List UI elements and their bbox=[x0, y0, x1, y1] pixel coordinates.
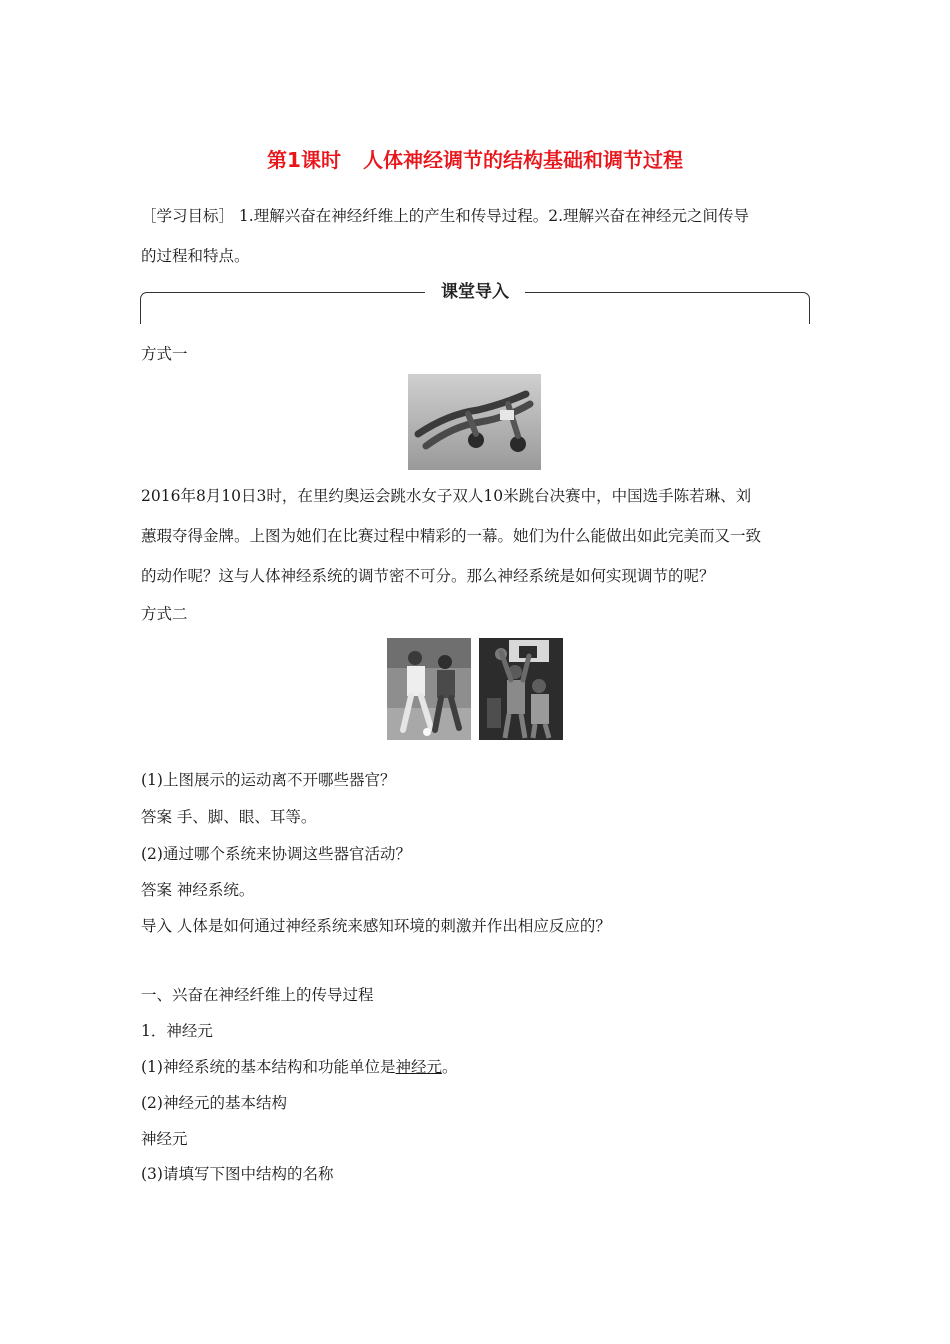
section-banner-title: 课堂导入 bbox=[425, 280, 525, 304]
objectives-line-1: ［学习目标］ 1.理解兴奋在神经纤维上的产生和传导过程。2.理解兴奋在神经元之间传导 bbox=[141, 207, 750, 225]
sub-item-1-text: (1)神经系统的基本结构和功能单位是 bbox=[141, 1058, 396, 1076]
method1-paragraph-line-1: 2016年8月10日3时，在里约奥运会跳水女子双人10米跳台决赛中，中国选手陈若琳、刘 bbox=[141, 487, 752, 505]
method1-paragraph-line-2: 蕙瑕夺得金牌。上图为她们在比赛过程中精彩的一幕。她们为什么能做出如此完美而又一致 bbox=[141, 527, 762, 545]
sub-item-2: (2)神经元的基本结构 bbox=[141, 1094, 287, 1112]
soccer-photo bbox=[387, 638, 471, 740]
question-1: (1)上图展示的运动离不开哪些器官？ bbox=[141, 771, 396, 789]
answer-blank: 神经元 bbox=[395, 1058, 442, 1076]
answer-1: 答案 手、脚、眼、耳等。 bbox=[141, 808, 317, 826]
lesson-title: 人体神经调节的结构基础和调节过程 bbox=[362, 148, 683, 172]
lesson-number: 第1课时 bbox=[267, 148, 341, 172]
answer-2: 答案 神经系统。 bbox=[141, 881, 255, 899]
diving-photo bbox=[408, 374, 541, 470]
method2-label: 方式二 bbox=[141, 605, 188, 623]
section-heading: 一、兴奋在神经纤维上的传导过程 bbox=[141, 986, 374, 1004]
sub-item-1-end: 。 bbox=[441, 1058, 458, 1076]
sub-item-1 bbox=[141, 1057, 458, 1077]
sub-item-3: (3)请填写下图中结构的名称 bbox=[141, 1165, 334, 1183]
item-neuron: 1．神经元 bbox=[141, 1022, 213, 1040]
objectives-line-2: 的过程和特点。 bbox=[141, 247, 250, 265]
introduction-text: 导入 人体是如何通过神经系统来感知环境的刺激并作出相应反应的？ bbox=[141, 917, 611, 935]
question-2: (2)通过哪个系统来协调这些器官活动？ bbox=[141, 845, 411, 863]
basketball-photo bbox=[479, 638, 563, 740]
page-title bbox=[0, 144, 950, 173]
method1-paragraph-line-3: 的动作呢？这与人体神经系统的调节密不可分。那么神经系统是如何实现调节的呢？ bbox=[141, 567, 715, 585]
neuron-structure-label: 神经元 bbox=[141, 1130, 188, 1148]
method1-label: 方式一 bbox=[141, 345, 188, 363]
